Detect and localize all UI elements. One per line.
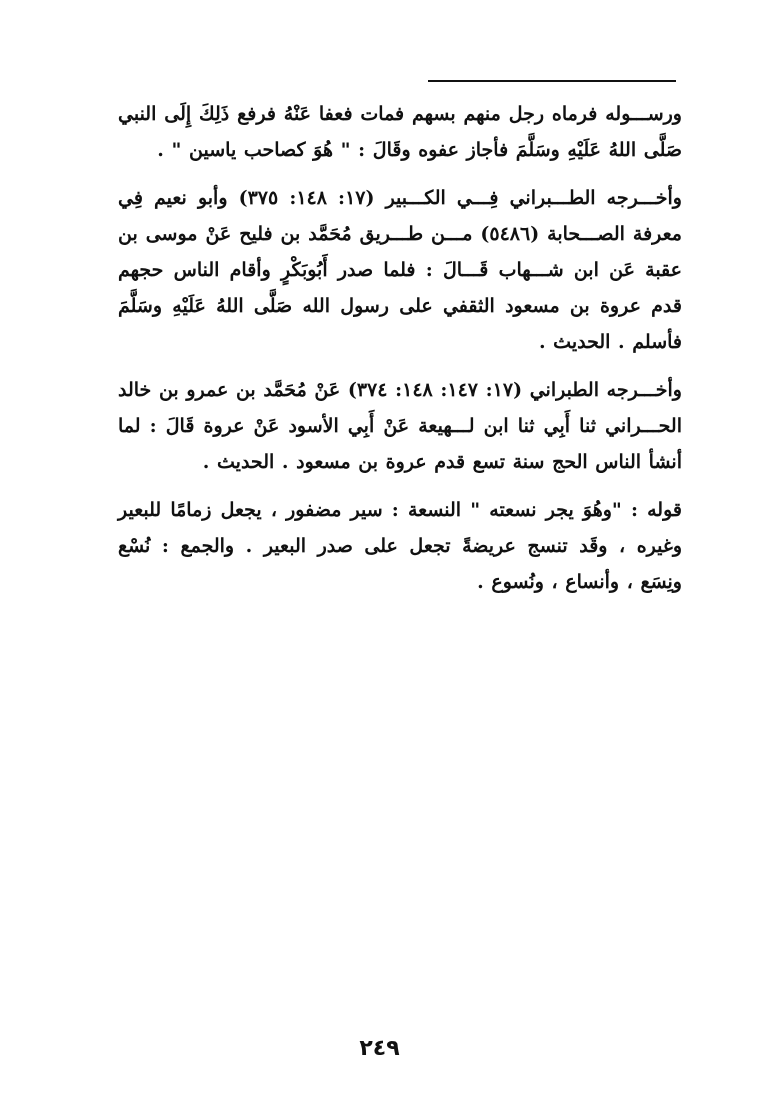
footnote-paragraph-3: وأخـــرجه الطبراني (١٧: ١٤٧: ١٤٨: ٣٧٤) عَنْ مُحَمَّد بن عمرو بن خالد الحـــراني ثنا أَبِي ثنا ابن لـــهيعة عَنْ أَبِي الأسود عَنْ عروة قَالَ : لما أنشأ الناس الحج سنة تسع قدم عروة بن مسعود . الحديث . — [118, 379, 682, 473]
footnote-paragraph-2: وأخـــرجه الطـــبراني فِـــي الكـــبير (١٧: ١٤٨: ٣٧٥) وأبو نعيم فِي معرفة الصـــحابة (٥٤٨٦) مـــن طـــريق مُحَمَّد بن فليح عَنْ موسى بن عقبة عَن ابن شـــهاب قَـــالَ : فلما صدر أَبُوبَكْرٍ وأقام الناس حجهم قدم عروة بن مسعود الثقفي على رسول الله صَلَّى اللهُ عَلَيْهِ وسَلَّمَ فأسلم . الحديث . — [118, 187, 682, 353]
page-number: ٢٤٩ — [359, 1036, 400, 1061]
footnote-paragraph-4: قوله : "وهُوَ يجر نسعته " النسعة : سير مضفور ، يجعل زمامًا للبعير وغيره ، وقَد تنسج عريضةً تجعل على صدر البعير . والجمع : نُسْع ونِسَع ، وأنساع ، ونُسوع . — [118, 499, 682, 593]
footnote-separator-rule — [428, 80, 676, 82]
footnote-paragraph-1: ورســـوله فرماه رجل منهم بسهم فمات فعفا عَنْهُ فرفع ذَلِكَ إِلَى النبي صَلَّى اللهُ عَلَيْهِ وسَلَّمَ فأجاز عفوه وقَالَ : " هُوَ كصاحب ياسين " . — [118, 103, 682, 161]
footnote-text-block — [118, 96, 682, 600]
